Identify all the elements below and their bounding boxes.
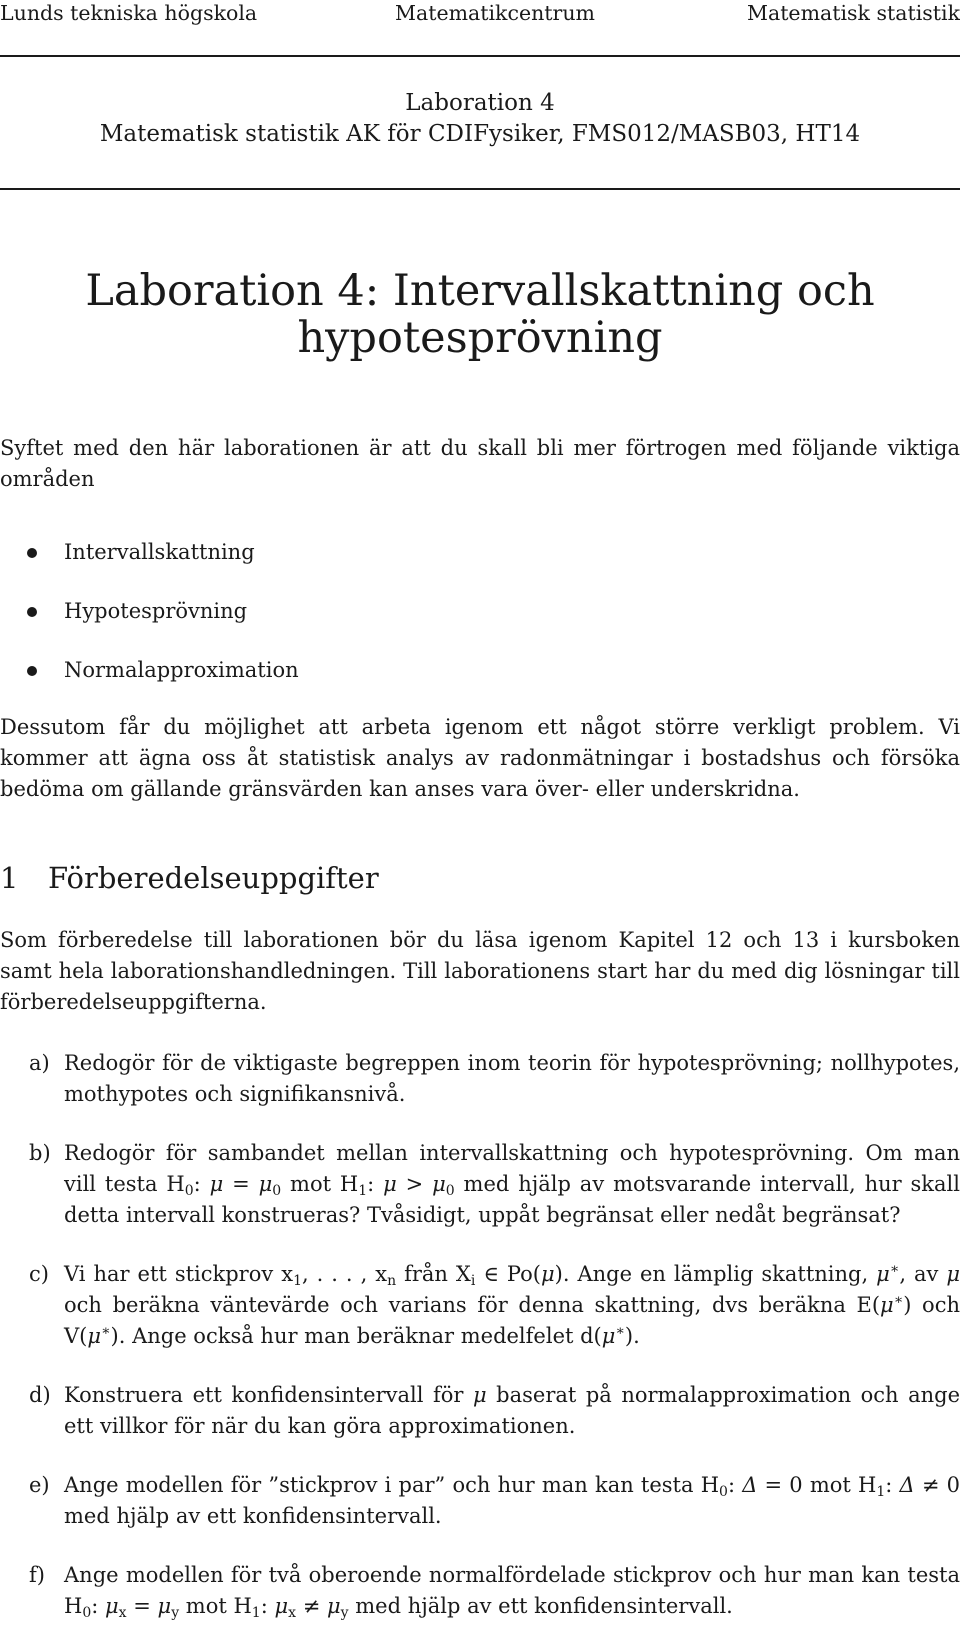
bullet-icon [27, 666, 37, 676]
exercise-label: b) [29, 1141, 51, 1165]
bullet-icon [27, 607, 37, 617]
exercise-a [0, 1048, 960, 1110]
header-rule-top [0, 55, 960, 57]
exercise-text: Ange modellen för två oberoende normalfördelade stickprov och hur man kan testa $H_0$: $\mu_x = \mu_y$ mot $H_1$: $\mu_x \ne \mu_y$ med hjälp av ett konfidensintervall. [64, 1563, 960, 1621]
exercise-label: e) [29, 1473, 50, 1497]
lab-number: Laboration 4 [405, 90, 555, 116]
section-title: Förberedelseuppgifter [48, 861, 379, 895]
topic-list [0, 537, 960, 714]
header-division: Matematisk statistik [746, 1, 960, 25]
exercise-d [0, 1380, 960, 1442]
exercise-c [0, 1259, 960, 1352]
exercise-text: Redogör för de viktigaste begreppen inom teorin för hypotesprövning; nollhypotes, mothypotes och signifikansnivå. [64, 1051, 960, 1106]
page-header [0, 0, 960, 30]
exercise-b [0, 1138, 960, 1231]
list-item: Hypotesprövning [0, 596, 960, 655]
exercise-text: Redogör för sambandet mellan intervallskattning och hypotesprövning. Om man vill testa $H_0$: $\mu = \mu_0$ mot $H_1$: $\mu > \mu_0$ med hjälp av motsvarande intervall, hur skall detta intervall konstrueras? Tvåsidigt, uppåt begränsat eller nedåt begränsat? [64, 1141, 960, 1227]
header-department: Matematikcentrum [395, 1, 595, 25]
header-university: Lunds tekniska högskola [0, 1, 258, 25]
exercise-text: Vi har ett stickprov $x_1$, . . . , $x_n$ från $X_i$ ∈ Po(μ). Ange en lämplig skattning, μ∗, av μ och beräkna väntevärde och varians för denna skattning, dvs beräkna E(μ∗) och V(μ∗). Ange också hur man beräknar medelfelet d(μ∗). [64, 1261, 960, 1348]
exercise-list [0, 1048, 960, 1650]
title-line-2: hypotesprövning [297, 313, 663, 363]
header-rule-bottom [0, 188, 960, 190]
list-item: Intervallskattning [0, 537, 960, 596]
exercise-f [0, 1560, 960, 1622]
intro-paragraph: Syftet med den här laborationen är att du skall bli mer förtrogen med följande viktiga områden [0, 436, 960, 491]
bullet-icon [27, 548, 37, 558]
exercise-label: c) [29, 1262, 49, 1286]
section-heading [0, 860, 960, 896]
exercise-label: a) [29, 1051, 50, 1075]
list-item: Normalapproximation [0, 655, 960, 714]
exercise-text: Ange modellen för ”stickprov i par” och hur man kan testa $H_0$: Δ = 0 mot $H_1$: Δ ≠ 0 med hjälp av ett konfidensintervall. [64, 1473, 960, 1528]
course-name: Matematisk statistik AK för CDIFysiker, FMS012/MASB03, HT14 [99, 121, 861, 147]
intro-paragraph-2: Dessutom får du möjlighet att arbeta igenom ett något större verkligt problem. Vi kommer att ägna oss åt statistisk analys av radonmätningar i bostadshus och försöka bedöma om gällande gränsvärden kan anses vara över- eller underskridna. [0, 715, 960, 801]
exercise-label: f) [29, 1563, 45, 1587]
lab-info [0, 88, 960, 150]
section-number: 1 [0, 861, 19, 895]
exercise-text: Konstruera ett konfidensintervall för μ baserat på normalapproximation och ange ett villkor för när du kan göra approximationen. [64, 1383, 960, 1438]
section-paragraph: Som förberedelse till laborationen bör du läsa igenom Kapitel 12 och 13 i kursboken samt hela laborationshandledningen. Till laborationens start har du med dig lösningar till förberedelseuppgifterna. [0, 928, 960, 1014]
title-line-1: Laboration 4: Intervallskattning och [85, 266, 875, 316]
exercise-e [0, 1470, 960, 1532]
exercise-label: d) [29, 1383, 51, 1407]
page-title [0, 268, 960, 362]
